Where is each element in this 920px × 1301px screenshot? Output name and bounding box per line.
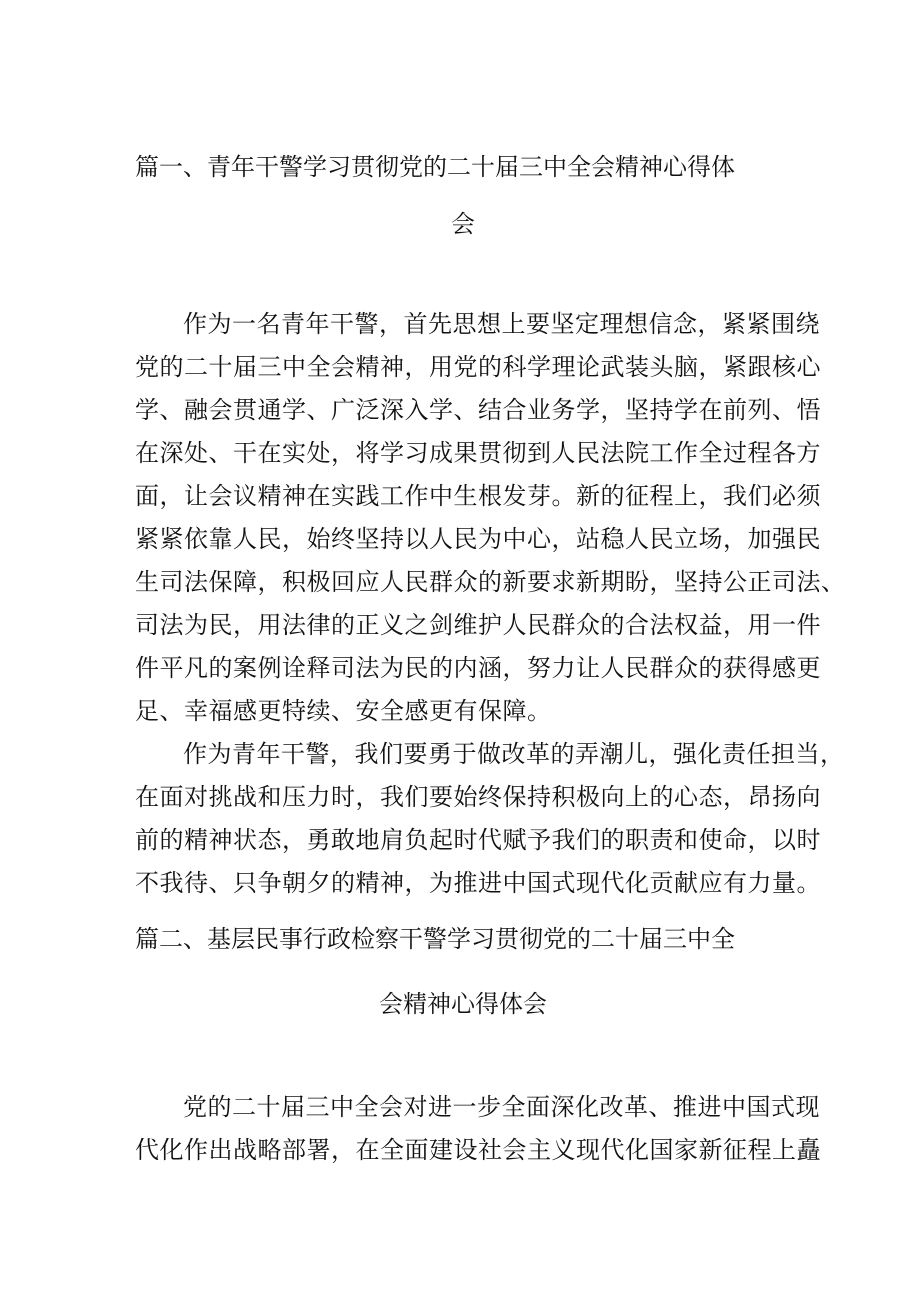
s1-p2-line1: 作为青年干警，我们要勇于做改革的弄潮儿，强化责任担当， [183, 740, 845, 768]
section2-title-line1: 篇二、基层民事行政检察干警学习贯彻党的二十届三中全 [135, 925, 735, 953]
section1-title-line2: 会 [451, 210, 475, 238]
s1-p1-line4: 在深处、干在实处，将学习成果贯彻到人民法院工作全过程各方 [135, 439, 821, 467]
s1-p1-line5: 面，让会议精神在实践工作中生根发芽。新的征程上，我们必须 [135, 482, 821, 510]
s2-p1-line1: 党的二十届三中全会对进一步全面深化改革、推进中国式现 [183, 1093, 820, 1121]
s1-p2-line4: 不我待、只争朝夕的精神，为推进中国式现代化贡献应有力量。 [135, 869, 821, 897]
s2-p1-line2: 代化作出战略部署，在全面建设社会主义现代化国家新征程上矗 [135, 1136, 821, 1164]
s1-p2-line3: 前的精神状态，勇敢地肩负起时代赋予我们的职责和使命，以时 [135, 826, 821, 854]
s1-p1-line8: 司法为民，用法律的正义之剑维护人民群众的合法权益，用一件 [135, 611, 821, 639]
s1-p1-line3: 学、融会贯通学、广泛深入学、结合业务学，坚持学在前列、悟 [135, 396, 821, 424]
section2-title-line2: 会精神心得体会 [379, 990, 547, 1018]
section1-title-line1: 篇一、青年干警学习贯彻党的二十届三中全会精神心得体 [135, 153, 735, 181]
s1-p1-line1: 作为一名青年干警，首先思想上要坚定理想信念，紧紧围绕 [183, 310, 820, 338]
s1-p1-line7: 生司法保障，积极回应人民群众的新要求新期盼，坚持公正司法、 [135, 568, 846, 596]
s1-p2-line2: 在面对挑战和压力时，我们要始终保持积极向上的心态，昂扬向 [135, 783, 821, 811]
s1-p1-line9: 件平凡的案例诠释司法为民的内涵，努力让人民群众的获得感更 [135, 654, 821, 682]
s1-p1-line6: 紧紧依靠人民，始终坚持以人民为中心，站稳人民立场，加强民 [135, 525, 821, 553]
s1-p1-line10: 足、幸福感更特续、安全感更有保障。 [135, 697, 552, 725]
s1-p1-line2: 党的二十届三中全会精神，用党的科学理论武装头脑，紧跟核心 [135, 353, 821, 381]
